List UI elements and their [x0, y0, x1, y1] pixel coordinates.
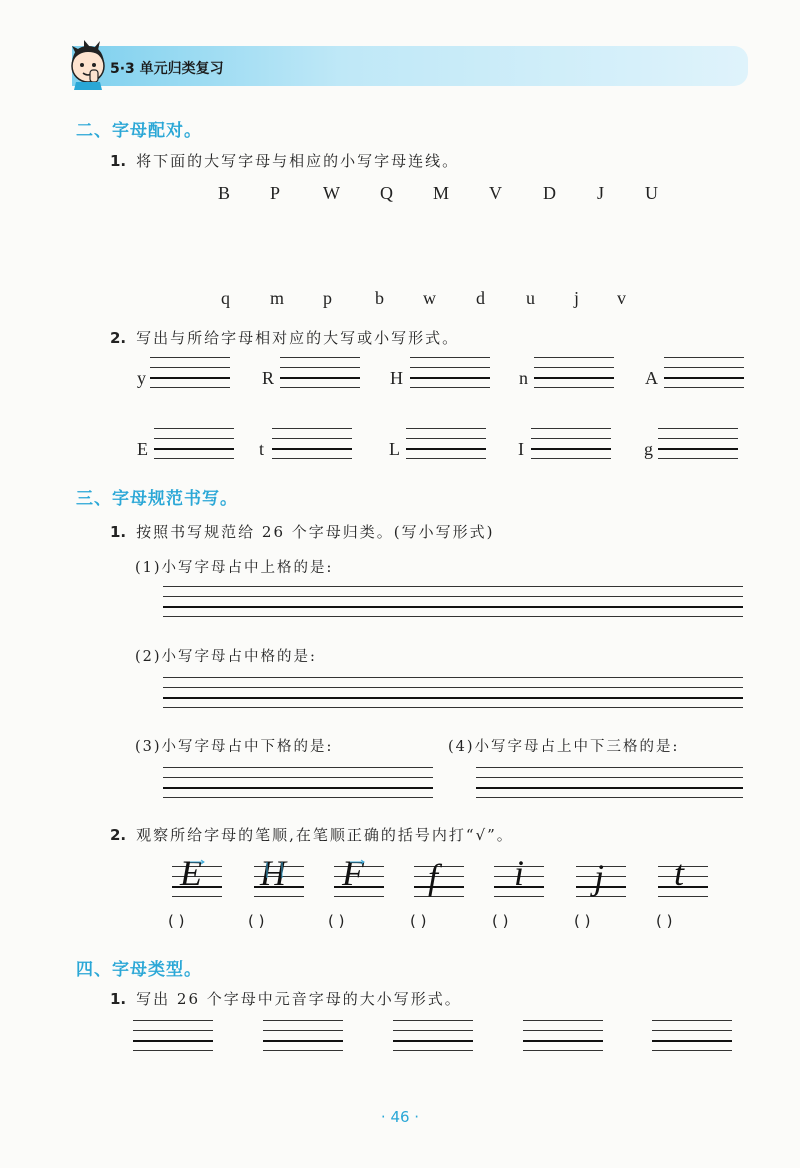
- given-letter: H: [390, 368, 403, 388]
- lowercase-letter[interactable]: w: [423, 288, 436, 308]
- lowercase-letter[interactable]: d: [476, 288, 485, 308]
- writing-lines[interactable]: [531, 428, 611, 458]
- answer-paren[interactable]: ( ): [248, 912, 265, 930]
- sub-question-4: (4)小写字母占上中下三格的是:: [448, 739, 680, 755]
- answer-paren[interactable]: ( ): [410, 912, 427, 930]
- page-number: · 46 ·: [380, 1108, 420, 1126]
- section-title-2: 二、字母配对。: [76, 121, 202, 141]
- question-4-1: [110, 988, 462, 1009]
- question-2-2: [110, 327, 459, 348]
- given-letter: A: [645, 368, 658, 388]
- lowercase-letter[interactable]: b: [375, 288, 384, 308]
- given-letter: y: [137, 368, 146, 388]
- uppercase-letter[interactable]: M: [433, 183, 450, 203]
- section-title-3: 三、字母规范书写。: [76, 489, 238, 509]
- lowercase-letter[interactable]: q: [221, 288, 230, 308]
- question-number: 1.: [110, 990, 127, 1008]
- writing-lines[interactable]: [280, 357, 360, 387]
- writing-lines[interactable]: [406, 428, 486, 458]
- sub-question-1: (1)小写字母占中上格的是:: [135, 560, 334, 576]
- answer-paren[interactable]: ( ): [656, 912, 673, 930]
- writing-lines[interactable]: [272, 428, 352, 458]
- given-letter: n: [519, 368, 528, 388]
- section-title-4: 四、字母类型。: [76, 960, 202, 980]
- header-title: 5·3 单元归类复习: [110, 61, 224, 77]
- lowercase-letter[interactable]: m: [270, 288, 285, 308]
- writing-lines[interactable]: [534, 357, 614, 387]
- writing-lines[interactable]: [133, 1020, 213, 1050]
- boy-mascot-icon: [66, 40, 110, 90]
- lowercase-letter[interactable]: u: [526, 288, 535, 308]
- writing-lines[interactable]: [393, 1020, 473, 1050]
- stroke-letter-j: j: [594, 857, 605, 897]
- question-text: 按照书写规范给 26 个字母归类。(写小写形式): [136, 523, 495, 541]
- given-letter: g: [644, 439, 653, 459]
- question-2-1: [110, 150, 459, 171]
- question-text: 写出 26 个字母中元音字母的大小写形式。: [136, 990, 462, 1008]
- answer-paren[interactable]: ( ): [168, 912, 185, 930]
- given-letter: t: [259, 439, 265, 459]
- given-letter: I: [518, 439, 524, 459]
- stroke-frame: [414, 866, 464, 896]
- stroke-letter-f: f: [428, 857, 439, 897]
- writing-lines[interactable]: [523, 1020, 603, 1050]
- stroke-letter-i: i: [514, 853, 525, 893]
- question-text: 将下面的大写字母与相应的小写字母连线。: [136, 152, 460, 170]
- writing-lines[interactable]: [154, 428, 234, 458]
- uppercase-letter[interactable]: B: [218, 183, 231, 203]
- stroke-letter-t: t: [674, 853, 685, 893]
- answer-paren[interactable]: ( ): [492, 912, 509, 930]
- writing-lines[interactable]: [664, 357, 744, 387]
- question-3-2: [110, 824, 514, 845]
- uppercase-letter[interactable]: Q: [380, 183, 393, 203]
- uppercase-letter[interactable]: P: [270, 183, 281, 203]
- uppercase-letter[interactable]: V: [489, 183, 502, 203]
- question-number: 2.: [110, 826, 127, 844]
- sub-question-3: (3)小写字母占中下格的是:: [135, 739, 334, 755]
- answer-paren[interactable]: ( ): [328, 912, 345, 930]
- stroke-letter-E: E: [180, 853, 202, 893]
- writing-lines[interactable]: [163, 586, 743, 616]
- question-text: 观察所给字母的笔顺,在笔顺正确的括号内打“√”。: [136, 826, 514, 844]
- uppercase-letter[interactable]: W: [323, 183, 340, 203]
- writing-lines[interactable]: [163, 677, 743, 707]
- writing-lines[interactable]: [652, 1020, 732, 1050]
- given-letter: L: [389, 439, 400, 459]
- given-letter: R: [262, 368, 275, 388]
- stroke-order-arrows-icon: [344, 858, 374, 898]
- writing-lines[interactable]: [658, 428, 738, 458]
- uppercase-letter[interactable]: J: [597, 183, 605, 203]
- question-text: 写出与所给字母相对应的大写或小写形式。: [136, 329, 460, 347]
- stroke-order-arrows-icon: [262, 858, 292, 898]
- lowercase-letter[interactable]: j: [574, 288, 580, 308]
- lowercase-letter[interactable]: p: [323, 288, 332, 308]
- writing-lines[interactable]: [410, 357, 490, 387]
- answer-paren[interactable]: ( ): [574, 912, 591, 930]
- uppercase-letter[interactable]: U: [645, 183, 658, 203]
- writing-lines[interactable]: [476, 767, 743, 797]
- writing-lines[interactable]: [263, 1020, 343, 1050]
- question-number: 2.: [110, 329, 127, 347]
- writing-lines[interactable]: [163, 767, 433, 797]
- question-3-1: [110, 521, 494, 542]
- stroke-letter-F: F: [342, 853, 364, 893]
- question-number: 1.: [110, 523, 127, 541]
- lowercase-letter[interactable]: v: [617, 288, 626, 308]
- question-number: 1.: [110, 152, 127, 170]
- given-letter: E: [137, 439, 148, 459]
- uppercase-letter[interactable]: D: [543, 183, 556, 203]
- writing-lines[interactable]: [150, 357, 230, 387]
- stroke-letter-H: H: [260, 853, 286, 893]
- stroke-order-arrows-icon: [184, 858, 214, 898]
- sub-question-2: (2)小写字母占中格的是:: [135, 649, 317, 665]
